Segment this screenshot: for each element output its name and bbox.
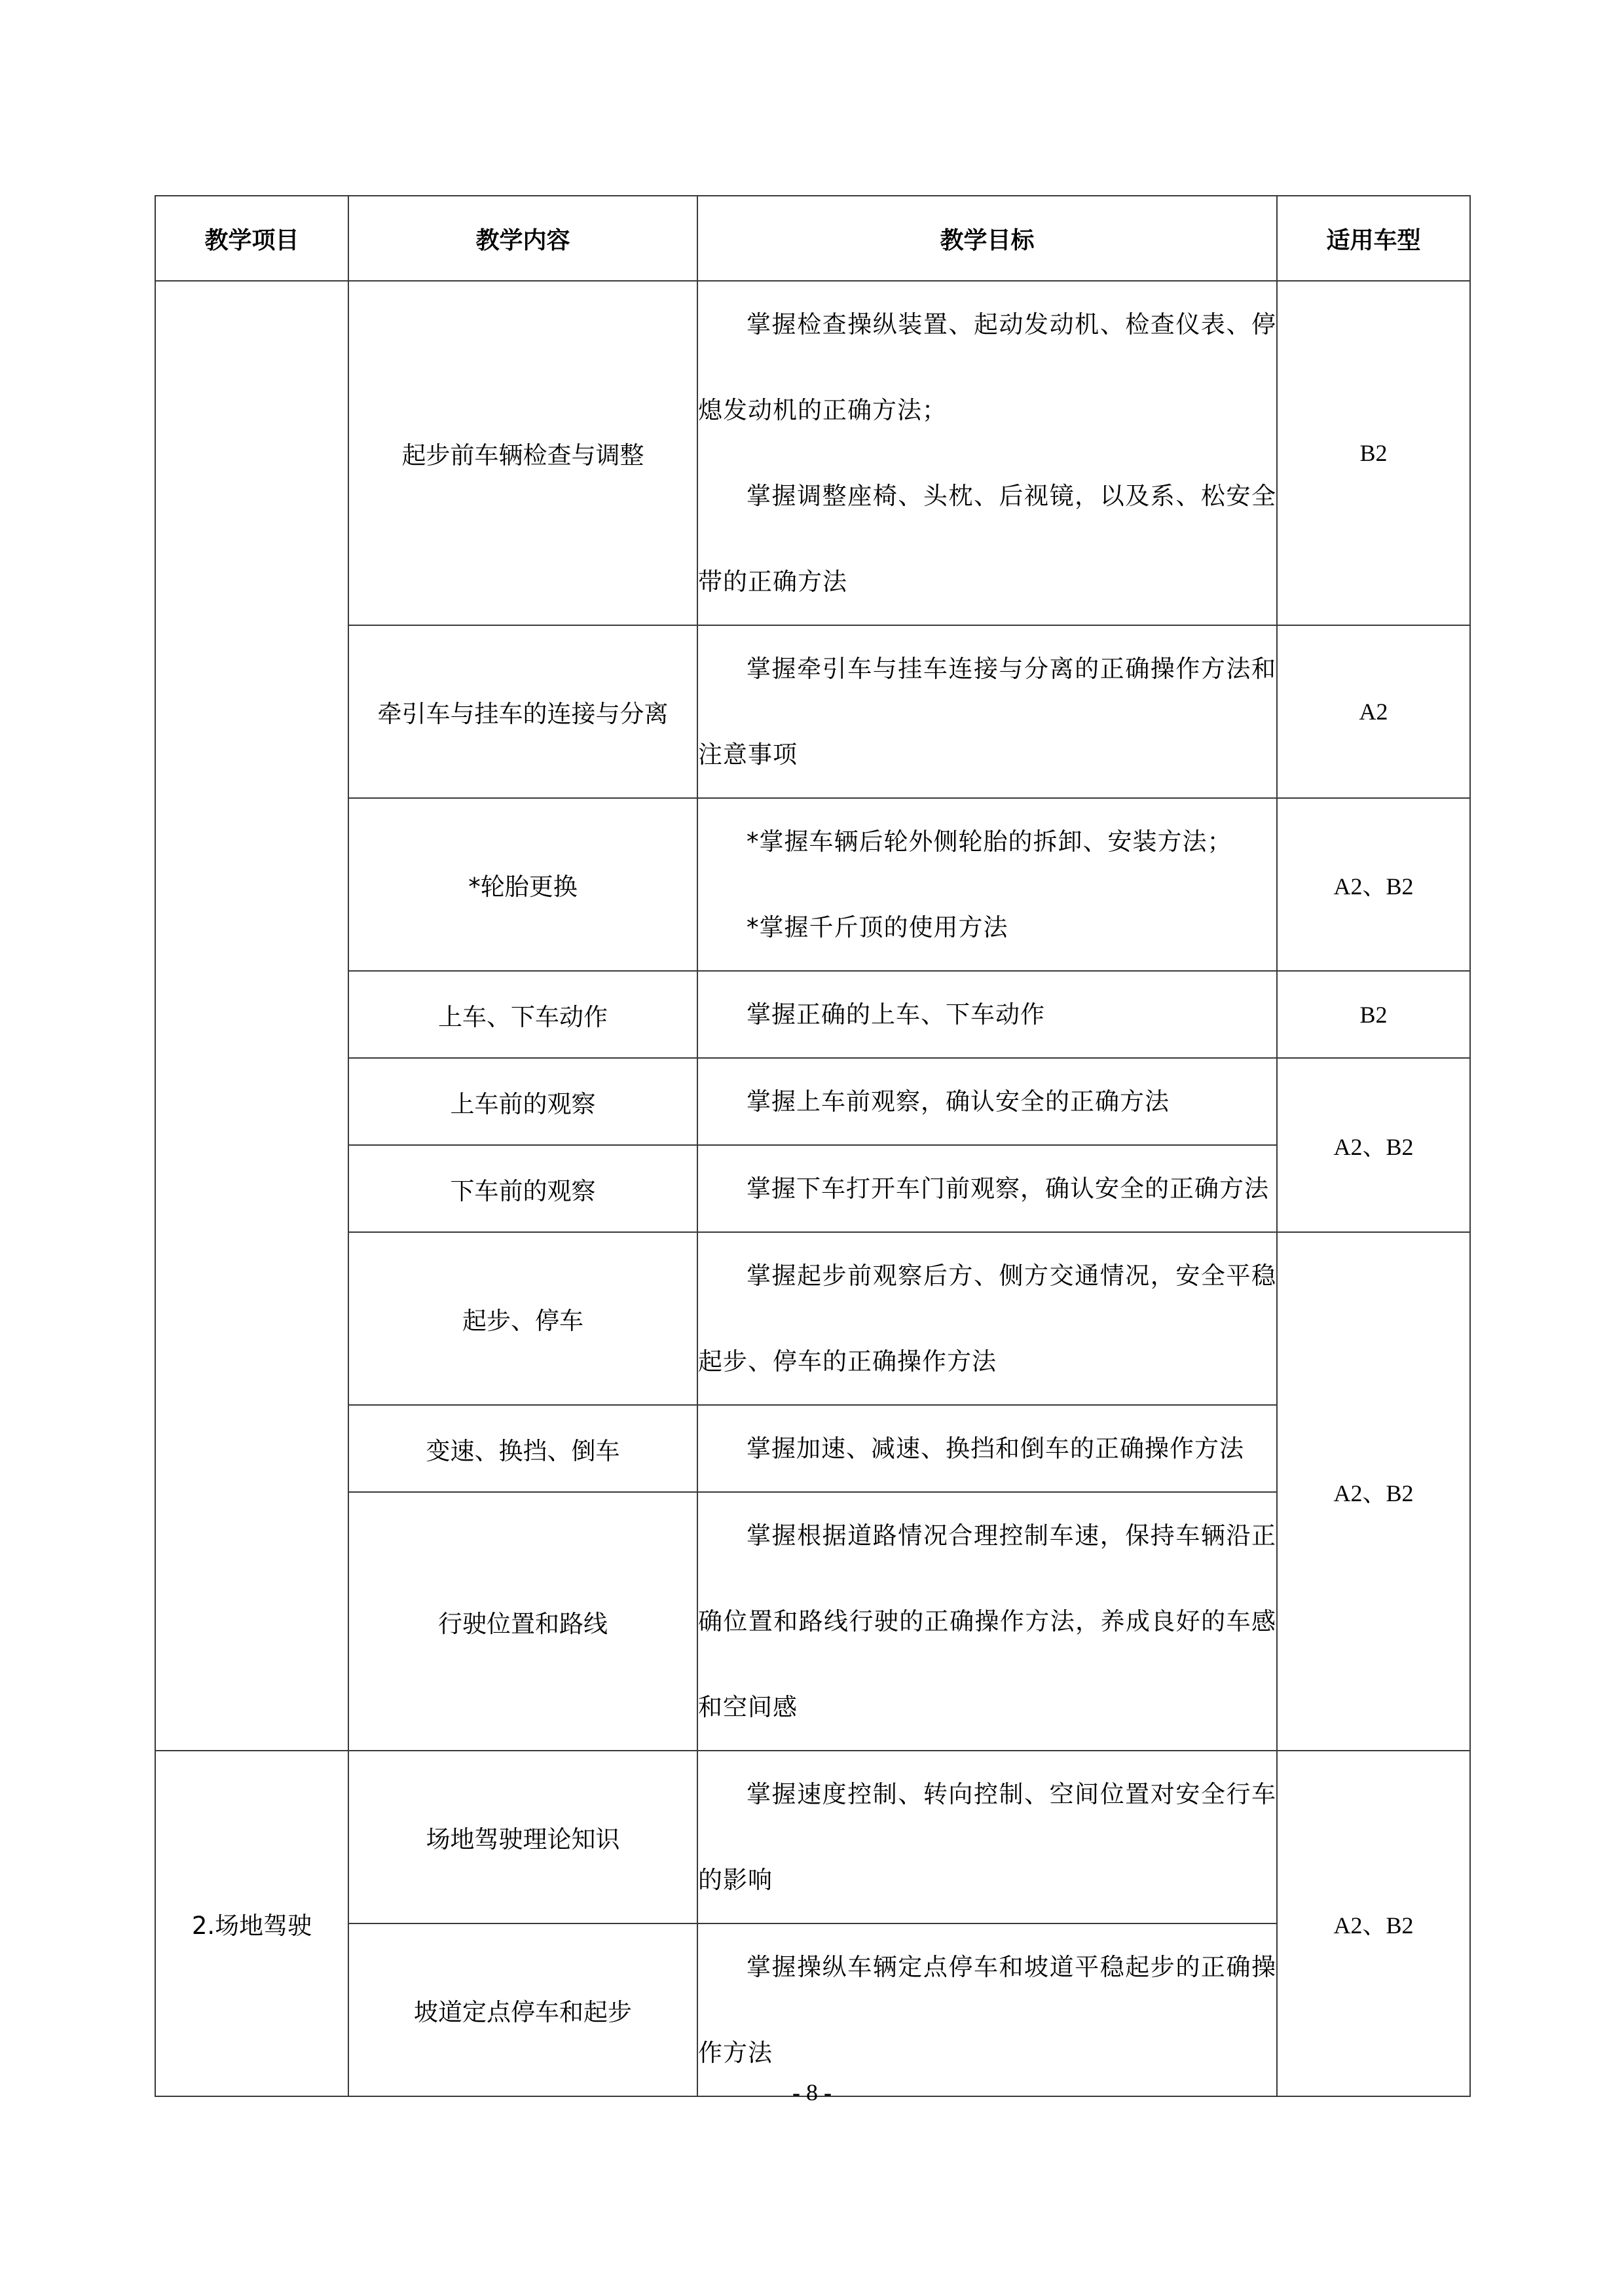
goal-cell <box>697 1232 1277 1405</box>
table-row <box>155 1058 1470 1145</box>
vehicle-cell: A2、B2 <box>1277 1232 1470 1751</box>
vehicle-cell: A2 <box>1277 625 1470 798</box>
goal-text: 掌握操纵车辆定点停车和坡道平稳起步的正确操作方法 <box>698 1953 1276 2067</box>
goal-cell <box>697 625 1277 798</box>
goal-text: 掌握检查操纵装置、起动发动机、检查仪表、停熄发动机的正确方法； <box>698 310 1276 424</box>
goal-cell <box>697 1751 1277 1923</box>
goal-cell <box>697 1923 1277 2096</box>
table-row <box>155 281 1470 625</box>
goal-text: 掌握根据道路情况合理控制车速，保持车辆沿正确位置和路线行驶的正确操作方法，养成良好的车感和空间感 <box>698 1522 1276 1721</box>
table-row <box>155 625 1470 798</box>
content-cell: 起步前车辆检查与调整 <box>348 281 697 625</box>
goal-cell <box>697 1405 1277 1492</box>
header-vehicle: 适用车型 <box>1277 196 1470 281</box>
content-cell: 场地驾驶理论知识 <box>348 1751 697 1923</box>
content-cell: 起步、停车 <box>348 1232 697 1405</box>
goal-cell <box>697 1058 1277 1145</box>
content-cell: 行驶位置和路线 <box>348 1492 697 1751</box>
goal-text: 掌握正确的上车、下车动作 <box>747 1000 1045 1029</box>
table-row <box>155 1923 1470 2096</box>
teaching-syllabus-table <box>155 195 1471 2097</box>
goal-text: 掌握下车打开车门前观察，确认安全的正确方法 <box>747 1175 1269 1203</box>
goal-text: 掌握调整座椅、头枕、后视镜，以及系、松安全带的正确方法 <box>698 482 1276 596</box>
goal-text: 掌握牵引车与挂车连接与分离的正确操作方法和注意事项 <box>698 655 1276 769</box>
content-cell: *轮胎更换 <box>348 798 697 971</box>
table-row <box>155 971 1470 1058</box>
table-row <box>155 1492 1470 1751</box>
table-row <box>155 1232 1470 1405</box>
goal-text: *掌握千斤顶的使用方法 <box>747 913 1008 941</box>
goal-text: 掌握加速、减速、换挡和倒车的正确操作方法 <box>747 1434 1244 1463</box>
goal-text: 掌握起步前观察后方、侧方交通情况，安全平稳起步、停车的正确操作方法 <box>698 1262 1276 1376</box>
goal-cell <box>697 971 1277 1058</box>
table-row <box>155 1145 1470 1232</box>
vehicle-cell: A2、B2 <box>1277 798 1470 971</box>
content-cell: 上车、下车动作 <box>348 971 697 1058</box>
goal-text: *掌握车辆后轮外侧轮胎的拆卸、安装方法； <box>747 828 1232 856</box>
content-cell: 变速、换挡、倒车 <box>348 1405 697 1492</box>
vehicle-cell: B2 <box>1277 281 1470 625</box>
goal-cell <box>697 1145 1277 1232</box>
vehicle-cell: A2、B2 <box>1277 1058 1470 1232</box>
project-cell-1 <box>155 281 348 1751</box>
header-goal: 教学目标 <box>697 196 1277 281</box>
vehicle-cell: B2 <box>1277 971 1470 1058</box>
content-cell: 坡道定点停车和起步 <box>348 1923 697 2096</box>
table-row <box>155 1405 1470 1492</box>
table-row <box>155 1751 1470 1923</box>
goal-text: 掌握上车前观察，确认安全的正确方法 <box>747 1087 1170 1116</box>
content-cell: 下车前的观察 <box>348 1145 697 1232</box>
goal-cell <box>697 1492 1277 1751</box>
goal-cell <box>697 281 1277 625</box>
goal-text: 掌握速度控制、转向控制、空间位置对安全行车的影响 <box>698 1780 1276 1894</box>
header-project: 教学项目 <box>155 196 348 281</box>
page-number: - 8 - <box>792 2079 832 2105</box>
vehicle-cell: A2、B2 <box>1277 1751 1470 2096</box>
table-header-row <box>155 196 1470 281</box>
table-row <box>155 798 1470 971</box>
goal-cell <box>697 798 1277 971</box>
header-content: 教学内容 <box>348 196 697 281</box>
content-cell: 上车前的观察 <box>348 1058 697 1145</box>
project-cell-2: 2.场地驾驶 <box>155 1751 348 2096</box>
content-cell: 牵引车与挂车的连接与分离 <box>348 625 697 798</box>
